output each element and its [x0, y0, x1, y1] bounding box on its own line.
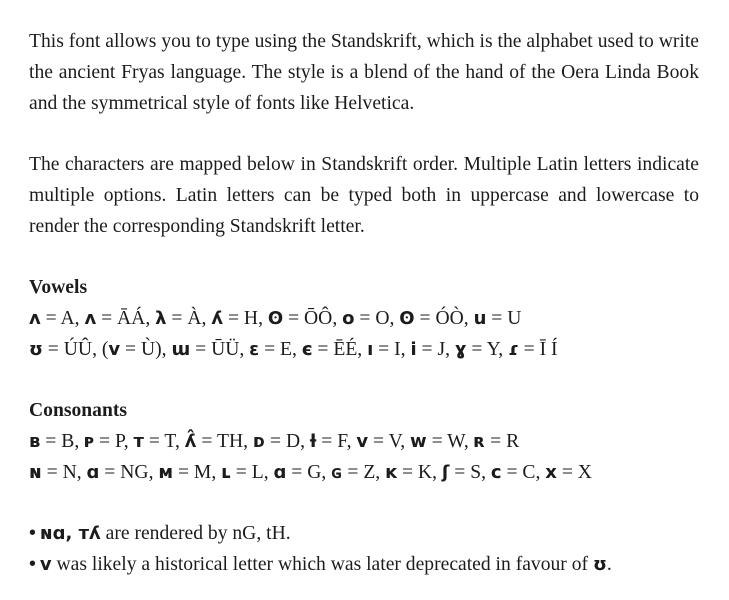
note-item-1: [29, 518, 699, 549]
latin-mapping: = Ī Í: [518, 339, 558, 360]
mapping-entry: [155, 308, 201, 329]
note-glyphs: v: [39, 554, 52, 575]
standskrift-glyph: v: [356, 431, 369, 452]
notes-list: [29, 518, 699, 580]
latin-mapping: = P: [94, 431, 124, 452]
mapping-entry: [367, 339, 401, 360]
mapping-entry: [356, 431, 400, 452]
latin-mapping: = A: [40, 308, 75, 329]
mapping-entry: [508, 339, 558, 360]
latin-mapping: = C: [501, 462, 536, 483]
standskrift-glyph: ᴛ: [133, 431, 144, 452]
consonants-heading: Consonants: [29, 400, 128, 421]
latin-mapping: = H: [223, 308, 259, 329]
latin-mapping: = S: [449, 462, 482, 483]
standskrift-glyph: ᴘ: [84, 431, 95, 452]
standskrift-glyph: ʌ: [29, 308, 41, 329]
intro-paragraph-2: The characters are mapped below in Standskrift order. Multiple Latin letters indicate multiple options. Latin letters can be typed both in uppercase and lowercase to render the corresponding Standskrift letter.: [29, 154, 699, 237]
mapping-entry: [273, 462, 321, 483]
latin-mapping: = M: [173, 462, 212, 483]
mapping-entry: [249, 339, 292, 360]
latin-mapping: = L: [230, 462, 264, 483]
consonants-line-2: ɴ = N, ɑ = NG, ᴍ = M, ʟ = L, ɑ = G, ɢ = Z, ᴋ = K, ʃ = S, c = C, x = X: [29, 462, 592, 483]
standskrift-glyph: o: [342, 308, 355, 329]
mapping-entry: [253, 431, 300, 452]
latin-mapping: = Z: [342, 462, 376, 483]
standskrift-glyph: ᴍ: [158, 462, 174, 483]
bullet: •: [29, 523, 36, 544]
latin-mapping: = ŌÔ: [283, 308, 333, 329]
mapping-entry: [442, 462, 481, 483]
standskrift-glyph: ʘ: [399, 308, 415, 329]
mapping-entry: [491, 462, 536, 483]
mapping-entry: [302, 339, 357, 360]
mapping-entry: [134, 431, 175, 452]
latin-mapping: = ŪÜ: [190, 339, 240, 360]
standskrift-glyph: ɣ: [454, 339, 467, 360]
standskrift-glyph: ɾ: [508, 339, 519, 360]
latin-mapping: = À: [166, 308, 202, 329]
standskrift-glyph: c: [490, 462, 502, 483]
standskrift-glyph: ɯ: [171, 339, 191, 360]
latin-mapping: = W: [426, 431, 464, 452]
note-glyph-end: ʊ: [592, 554, 607, 575]
standskrift-glyph: ı̇: [410, 339, 417, 360]
standskrift-glyph: ƚ: [309, 431, 317, 452]
standskrift-glyph: ɑ: [273, 462, 287, 483]
standskrift-glyph: ʙ: [29, 431, 41, 452]
latin-mapping: = E: [259, 339, 293, 360]
spacer: [29, 488, 699, 518]
latin-mapping: = R: [485, 431, 520, 452]
latin-mapping: = ĀÁ: [96, 308, 146, 329]
vowels-line-1: ʌ = A, ʌ = ĀÁ, λ = À, ʎ = H, ʘ = ŌÔ, o = O, ʘ = ÓÒ, u = U: [29, 308, 522, 329]
standskrift-glyph: ʘ: [267, 308, 284, 329]
standskrift-glyph: ʌ: [84, 308, 97, 329]
latin-mapping: = V: [368, 431, 401, 452]
latin-mapping: = G: [286, 462, 322, 483]
standskrift-glyph: ᴋ: [385, 462, 398, 483]
latin-mapping: = Y: [466, 339, 499, 360]
note-item-2: [29, 549, 699, 580]
mapping-entry: [29, 308, 75, 329]
mapping-entry: [545, 462, 592, 483]
mapping-entry: [29, 339, 92, 360]
mapping-entry: [221, 462, 264, 483]
latin-mapping: = ĒÉ: [312, 339, 358, 360]
bullet: •: [29, 554, 36, 575]
latin-mapping: = ÓÒ: [414, 308, 464, 329]
standskrift-glyph: ɴ: [29, 462, 42, 483]
standskrift-glyph: ʎ̂: [184, 431, 197, 452]
mapping-entry: [171, 339, 239, 360]
standskrift-glyph: ʀ: [473, 431, 486, 452]
mapping-entry: [399, 308, 463, 329]
note-text: was likely a historical letter which was later deprecated in favour of: [51, 554, 593, 575]
consonants-line-1: ʙ = B, ᴘ = P, ᴛ = T, ʎ̂ = TH, ᴅ = D, ƚ = F, v = V, w = W, ʀ = R: [29, 431, 520, 452]
spacer: [29, 119, 699, 149]
standskrift-glyph: ᴅ: [252, 431, 266, 452]
mapping-entry: [268, 308, 332, 329]
latin-mapping: = Ù: [120, 339, 156, 360]
mapping-entry: [410, 431, 464, 452]
latin-mapping: = TH: [196, 431, 244, 452]
mapping-entry: [29, 462, 77, 483]
standskrift-glyph: w: [410, 431, 427, 452]
standskrift-glyph: λ: [155, 308, 167, 329]
mapping-entry: [342, 308, 389, 329]
vowels-heading: Vowels: [29, 277, 88, 298]
mapping-entry: [410, 339, 445, 360]
standskrift-glyph: x: [545, 462, 557, 483]
mapping-entry: [84, 431, 124, 452]
note-glyphs: ɴɑ, ᴛʎ: [39, 523, 101, 544]
latin-mapping: = B: [40, 431, 75, 452]
mapping-entry: [474, 308, 522, 329]
mapping-entry: [29, 431, 74, 452]
mapping-entry: [211, 308, 258, 329]
latin-mapping: = O: [354, 308, 390, 329]
spacer: [29, 365, 699, 395]
mapping-entry: [455, 339, 498, 360]
latin-mapping: = NG: [99, 462, 149, 483]
note-text: are rendered by nG, tH.: [100, 523, 291, 544]
mapping-entry: [385, 462, 432, 483]
standskrift-glyph: ı: [367, 339, 374, 360]
standskrift-glyph: v: [108, 339, 121, 360]
spacer: [29, 242, 699, 272]
mapping-entry: [87, 462, 149, 483]
intro-paragraph-1: This font allows you to type using the Standskrift, which is the alphabet used to write the ancient Fryas language. The style is a blend of the hand of the Oera Linda Book and the symmetrical style of fonts like Helvetica.: [29, 31, 699, 114]
latin-mapping: = N: [41, 462, 77, 483]
latin-mapping: = D: [265, 431, 301, 452]
latin-mapping: = F: [316, 431, 347, 452]
standskrift-glyph: ʊ: [29, 339, 43, 360]
standskrift-glyph: є: [301, 339, 313, 360]
latin-mapping: = ÚÛ: [42, 339, 93, 360]
latin-mapping: = X: [556, 462, 592, 483]
standskrift-glyph: ɛ: [249, 339, 260, 360]
note-end: .: [606, 554, 612, 575]
standskrift-glyph: ʟ: [221, 462, 231, 483]
vowels-line-2: ʊ = ÚÛ, (v = Ù), ɯ = ŪÜ, ɛ = E, є = ĒÉ, ı = I, ı̇ = J, ɣ = Y, ɾ = Ī Í: [29, 339, 558, 360]
standskrift-glyph: ɢ: [331, 462, 343, 483]
mapping-entry: [185, 431, 243, 452]
mapping-entry: (v = Ù): [101, 339, 162, 360]
mapping-entry: [310, 431, 347, 452]
standskrift-glyph: u: [473, 308, 487, 329]
mapping-entry: [331, 462, 375, 483]
standskrift-glyph: ɑ: [86, 462, 100, 483]
latin-mapping: = I: [373, 339, 401, 360]
standskrift-glyph: ʎ: [211, 308, 224, 329]
latin-mapping: = K: [397, 462, 433, 483]
mapping-entry: [158, 462, 211, 483]
standskrift-glyph: ʃ: [441, 462, 450, 483]
mapping-entry: [474, 431, 519, 452]
mapping-entry: [84, 308, 145, 329]
latin-mapping: = T: [143, 431, 175, 452]
latin-mapping: = J: [416, 339, 446, 360]
latin-mapping: = U: [486, 308, 522, 329]
